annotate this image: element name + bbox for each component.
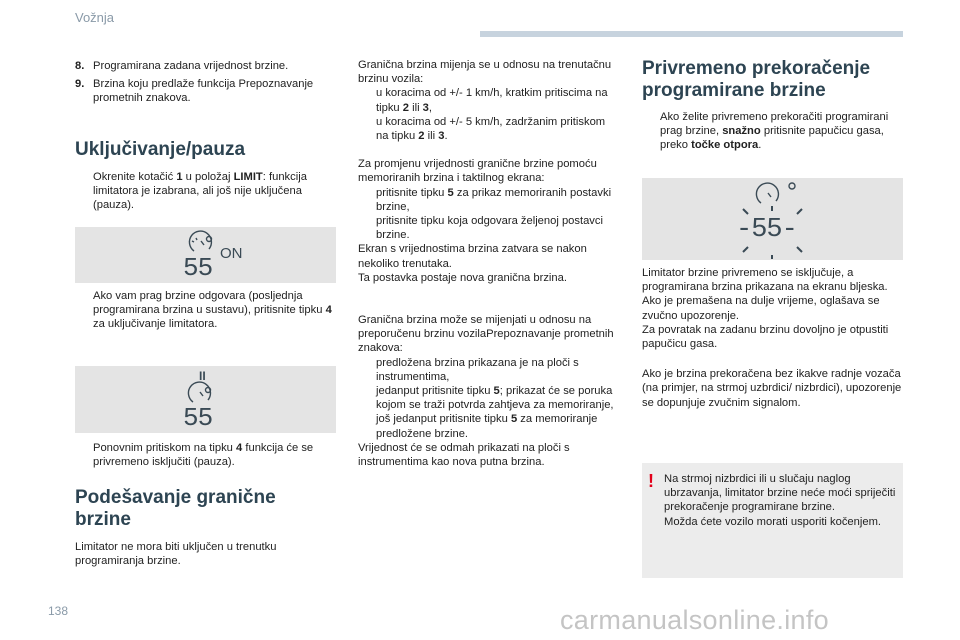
text: Okrenite kotačić [93, 171, 177, 183]
item-text: Programirana zadana vrijednost brzine. [93, 60, 289, 72]
list-item: još jedanput pritisnite tipku 5 za memoriranje predložene brzine. [376, 413, 598, 440]
col1-bullet-3 [75, 441, 337, 469]
header-bar [480, 31, 903, 37]
step-list [358, 186, 620, 243]
paragraph: Za promjenu vrijednosti granične brzine pomoću memoriranih brzina i taktilnog ekrana: [358, 158, 597, 185]
heading-podesavanje: Podešavanje granične brzine [75, 487, 276, 530]
key-number: 1 [176, 171, 183, 183]
paragraph: Za povratak na zadanu brzinu dovoljno je otpustiti papučicu gasa. [642, 323, 889, 351]
col1-bullet-2 [75, 289, 337, 332]
text: u položaj [182, 171, 234, 183]
list-item: u koracima od +/- 1 km/h, kratkim pritiscima na tipku 2 ili 3, [376, 87, 608, 114]
paragraph: Granična brzina mijenja se u odnosu na trenutačnu brzinu vozila: [358, 59, 612, 86]
watermark: carmanualsonline.info [560, 605, 829, 635]
display-panel-on [75, 227, 336, 283]
paragraph: Ako je premašena na dulje vrijeme, oglašava se zvučno upozorenje. [642, 295, 880, 322]
column-2 [358, 58, 620, 469]
paragraph: Vrijednost će se odmah prikazati na ploči s instrumentima kao nova putna brzina. [358, 441, 570, 469]
paragraph: Ta postavka postaje nova granična brzina. [358, 271, 567, 284]
paragraph: Limitator brzine privremeno se isključuje, a programirana brzina prikazana na ekranu bljeska. [642, 267, 888, 294]
text: : funkcija limitatora je izabrana, ali još nije uključena (pauza). [93, 171, 307, 212]
limit-label: LIMIT [233, 171, 263, 183]
list-item: pritisnite tipku koja odgovara željenoj postavci brzine. [376, 215, 603, 242]
section-title: Vožnja [75, 10, 115, 25]
col1-bullet-1 [75, 170, 337, 213]
paragraph: Možda ćete vozilo morati usporiti kočenjem. [664, 515, 882, 528]
speed-digits: 55 [183, 403, 213, 433]
col3-bullet-1: Ako želite privremeno prekoračiti programirani prag brzine, snažno pritisnite papučicu gasa, preko točke otpora. [660, 111, 889, 152]
speed-digits: 55 [183, 253, 213, 283]
list-item: predložena brzina prikazana je na ploči s instrumentima, [376, 356, 579, 383]
item-number: 8. [75, 60, 85, 72]
text: Ponovnim pritiskom na tipku [93, 442, 237, 454]
key-number: 4 [325, 304, 332, 317]
column-1 [75, 59, 340, 106]
key-number: 4 [236, 442, 243, 454]
paragraph: Granična brzina može se mijenjati u odnosu na preporučenu brzinu vozilaPrepoznavanje prometnih znakova: [358, 314, 614, 355]
warning-box [642, 463, 903, 578]
list-item: pritisnite tipku 5 za prikaz memoriranih postavki brzine, [376, 186, 612, 213]
item-number: 9. [75, 78, 85, 91]
step-list [358, 86, 620, 143]
item-text: Brzina koju predlaže funkcija Prepoznavanje prometnih znakova. [93, 78, 314, 105]
speed-digits: -55- [736, 215, 797, 245]
speedometer-icon [756, 183, 795, 203]
text: Ako vam prag brzine odgovara (posljednja programirana brzina u sustavu), pritisnite tipku [93, 290, 326, 317]
list-item: jedanput pritisnite tipku 5; prikazat će se poruka kojom se traži potvrda zahtjeva za memoriranje, [376, 385, 614, 412]
col1-paragraph: Limitator ne mora biti uključen u trenutku programiranja brzine. [75, 541, 277, 568]
list-item: u koracima od +/- 5 km/h, zadržanim pritiskom na tipku 2 ili 3. [376, 115, 606, 143]
numbered-item-9 [75, 77, 340, 105]
page-number: 138 [48, 604, 69, 618]
display-panel-overspeed [642, 178, 903, 260]
heading-ukljucivanje: Uključivanje/pauza [75, 139, 246, 160]
paragraph: Na strmoj nizbrdici ili u slučaju naglog ubrzavanja, limitator brzine neće moći spriječiti prekoračenje programirane brzine. [664, 473, 896, 514]
text: funkcija će se privremeno isključiti (pauza). [93, 442, 314, 469]
numbered-list [75, 59, 340, 106]
speedometer-icon [189, 231, 211, 251]
text: za uključivanje limitatora. [93, 318, 218, 331]
display-panel-pause [75, 366, 336, 433]
warning-text [664, 472, 896, 529]
warning-icon: ! [648, 471, 654, 491]
heading-privremeno: Privremeno prekoračenje programirane brzine [642, 58, 871, 101]
numbered-item-8 [75, 59, 340, 73]
paragraph: Ako je brzina prekoračena bez ikakve radnje vozača (na primjer, na strmoj uzbrdici/ nizbrdici), upozorenje se dopunjuje zvučnim signalom. [642, 368, 902, 409]
step-list [358, 356, 620, 441]
col3-paragraphs [642, 266, 904, 410]
pause-icon: II [199, 369, 206, 383]
on-label: ON [220, 245, 243, 262]
paragraph: Ekran s vrijednostima brzina zatvara se nakon nekoliko trenutaka. [358, 243, 587, 270]
